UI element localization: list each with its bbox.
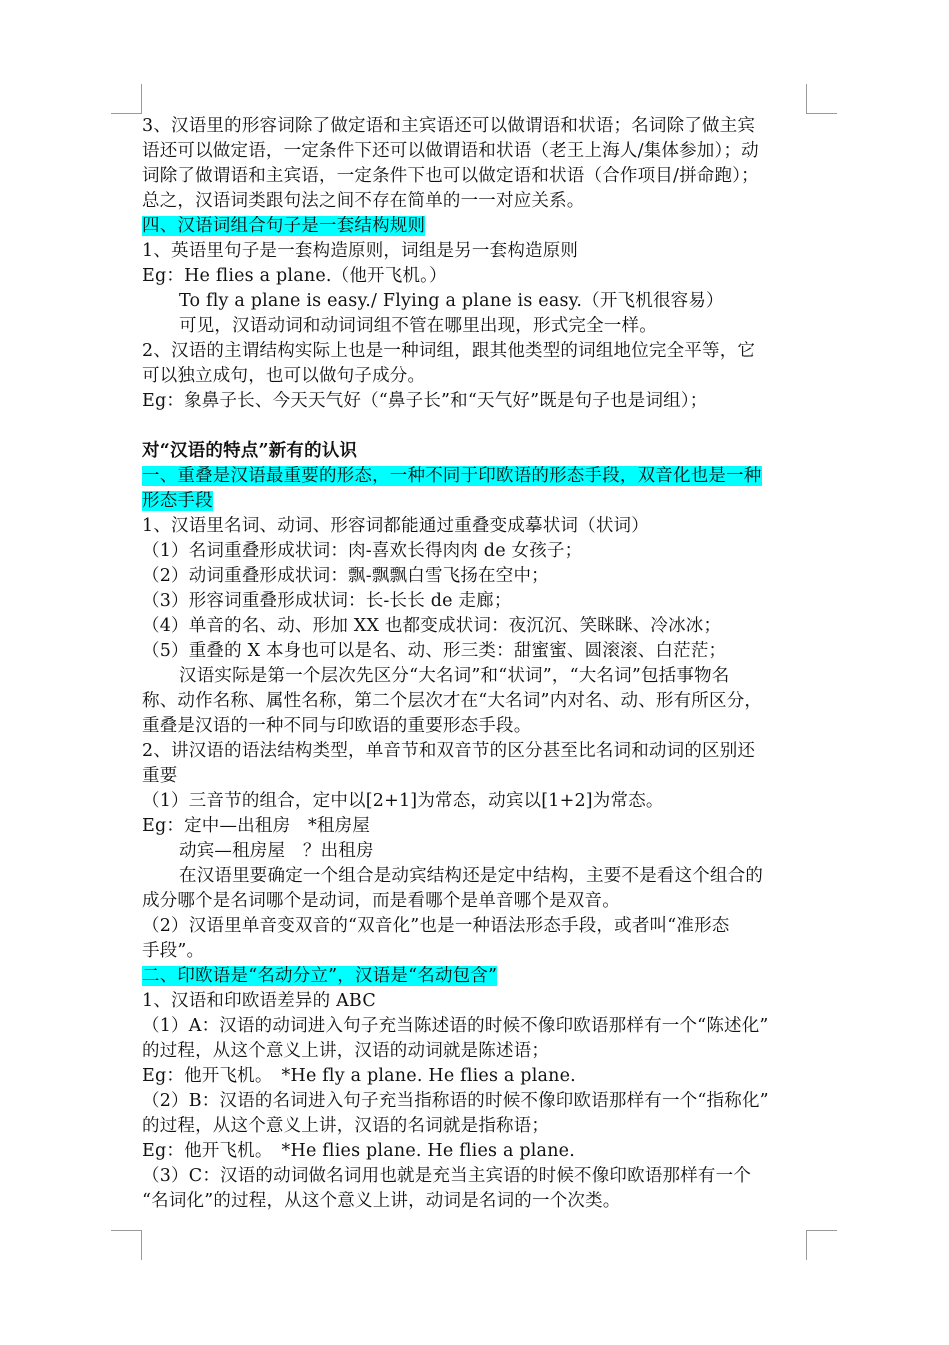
crop-mark-bottom-right-vertical	[806, 1230, 807, 1260]
text-line: 语还可以做定语，一定条件下还可以做谓语和状语（老王上海人/集体参加）；动	[142, 141, 759, 161]
crop-mark-bottom-right-horizontal	[807, 1230, 837, 1231]
text-line: 1、英语里句子是一套构造原则，词组是另一套构造原则	[142, 241, 579, 261]
text-line: （2）B：汉语的名词进入句子充当指称语的时候不像印欧语那样有一个“指称化”	[142, 1091, 769, 1111]
example-line: Eg：定中—出租房 *租房屋	[142, 816, 371, 836]
blank-line	[142, 414, 808, 439]
highlight-span: 二、印欧语是“名动分立”，汉语是“名动包含”	[142, 966, 498, 986]
text-line: 成分哪个是名词哪个是动词，而是看哪个是单音哪个是双音。	[142, 891, 620, 911]
text-line: （4）单音的名、动、形加 XX 也都变成状词：夜沉沉、笑眯眯、冷冰冰；	[142, 616, 722, 636]
indented-line: 在汉语里要确定一个组合是动宾结构还是定中结构，主要不是看这个组合的	[179, 866, 764, 886]
text-line: （1）A：汉语的动词进入句子充当陈述语的时候不像印欧语那样有一个“陈述化”	[142, 1016, 769, 1036]
text-line: 的过程，从这个意义上讲，汉语的动词就是陈述语；	[142, 1041, 550, 1061]
indented-line: 可见，汉语动词和动词词组不管在哪里出现，形式完全一样。	[179, 316, 657, 336]
example-line: Eg：象鼻子长、今天天气好（“鼻子长”和“天气好”既是句子也是词组）；	[142, 391, 708, 411]
text-line: 手段”。	[142, 941, 205, 961]
crop-mark-top-left-horizontal	[111, 113, 141, 114]
text-line: （5）重叠的 X 本身也可以是名、动、形三类：甜蜜蜜、圆滚滚、白茫茫；	[142, 641, 727, 661]
document-page	[142, 114, 808, 1214]
indented-line: 动宾—租房屋 ？出租房	[179, 841, 374, 861]
indented-line: To fly a plane is easy./ Flying a plane is easy.（开飞机很容易）	[179, 291, 724, 311]
indented-line: 汉语实际是第一个层次先区分“大名词”和“状词”，“大名词”包括事物名	[179, 666, 730, 686]
text-line: （2）动词重叠形成状词：飘-飘飘白雪飞扬在空中；	[142, 566, 549, 586]
highlight-span: 形态手段	[142, 491, 213, 511]
highlighted-heading	[142, 964, 808, 989]
text-line: 可以独立成句，也可以做句子成分。	[142, 366, 426, 386]
example-line: Eg：他开飞机。 *He flies plane. He flies a plane.	[142, 1141, 575, 1161]
highlighted-heading	[142, 489, 808, 514]
highlight-span: 四、汉语词组合句子是一套结构规则	[142, 216, 426, 236]
crop-mark-top-right-horizontal	[807, 113, 837, 114]
text-line: 3、汉语里的形容词除了做定语和主宾语还可以做谓语和状语；名词除了做主宾	[142, 116, 756, 136]
section-title: 对“汉语的特点”新有的认识	[142, 441, 358, 461]
text-line: 总之，汉语词类跟句法之间不存在简单的一一对应关系。	[142, 191, 585, 211]
text-line: （2）汉语里单音变双音的“双音化”也是一种语法形态手段，或者叫“准形态	[142, 916, 730, 936]
example-line: Eg：他开飞机。 *He fly a plane. He flies a plane.	[142, 1066, 576, 1086]
text-line: （1）三音节的组合，定中以[2+1]为常态，动宾以[1+2]为常态。	[142, 791, 664, 811]
example-line: Eg：He flies a plane.（他开飞机。）	[142, 266, 447, 286]
text-line: 2、讲汉语的语法结构类型，单音节和双音节的区分甚至比名词和动词的区别还	[142, 741, 756, 761]
crop-mark-top-right-vertical	[806, 84, 807, 114]
highlighted-heading	[142, 464, 808, 489]
text-line: （3）形容词重叠形成状词：长-长长 de 走廊；	[142, 591, 512, 611]
text-line: 重要	[142, 766, 178, 786]
crop-mark-bottom-left-vertical	[141, 1230, 142, 1260]
text-line: 词除了做谓语和主宾语，一定条件下也可以做定语和状语（合作项目/拼命跑）；	[142, 166, 759, 186]
text-line: 1、汉语里名词、动词、形容词都能通过重叠变成摹状词（状词）	[142, 516, 649, 536]
crop-mark-bottom-left-horizontal	[111, 1230, 141, 1231]
text-line: 称、动作名称、属性名称，第二个层次才在“大名词”内对名、动、形有所区分，	[142, 691, 763, 711]
highlight-span: 一、重叠是汉语最重要的形态，一种不同于印欧语的形态手段，双音化也是一种	[142, 466, 762, 486]
text-line: （3）C：汉语的动词做名词用也就是充当主宾语的时候不像印欧语那样有一个	[142, 1166, 752, 1186]
highlighted-heading	[142, 214, 808, 239]
text-line: “名词化”的过程，从这个意义上讲，动词是名词的一个次类。	[142, 1191, 621, 1211]
crop-mark-top-left-vertical	[141, 84, 142, 114]
text-line: 的过程，从这个意义上讲，汉语的名词就是指称语；	[142, 1116, 550, 1136]
text-line: 1、汉语和印欧语差异的 ABC	[142, 991, 376, 1011]
text-line: （1）名词重叠形成状词：肉-喜欢长得肉肉 de 女孩子；	[142, 541, 583, 561]
text-line: 重叠是汉语的一种不同与印欧语的重要形态手段。	[142, 716, 532, 736]
text-line: 2、汉语的主谓结构实际上也是一种词组，跟其他类型的词组地位完全平等，它	[142, 341, 756, 361]
